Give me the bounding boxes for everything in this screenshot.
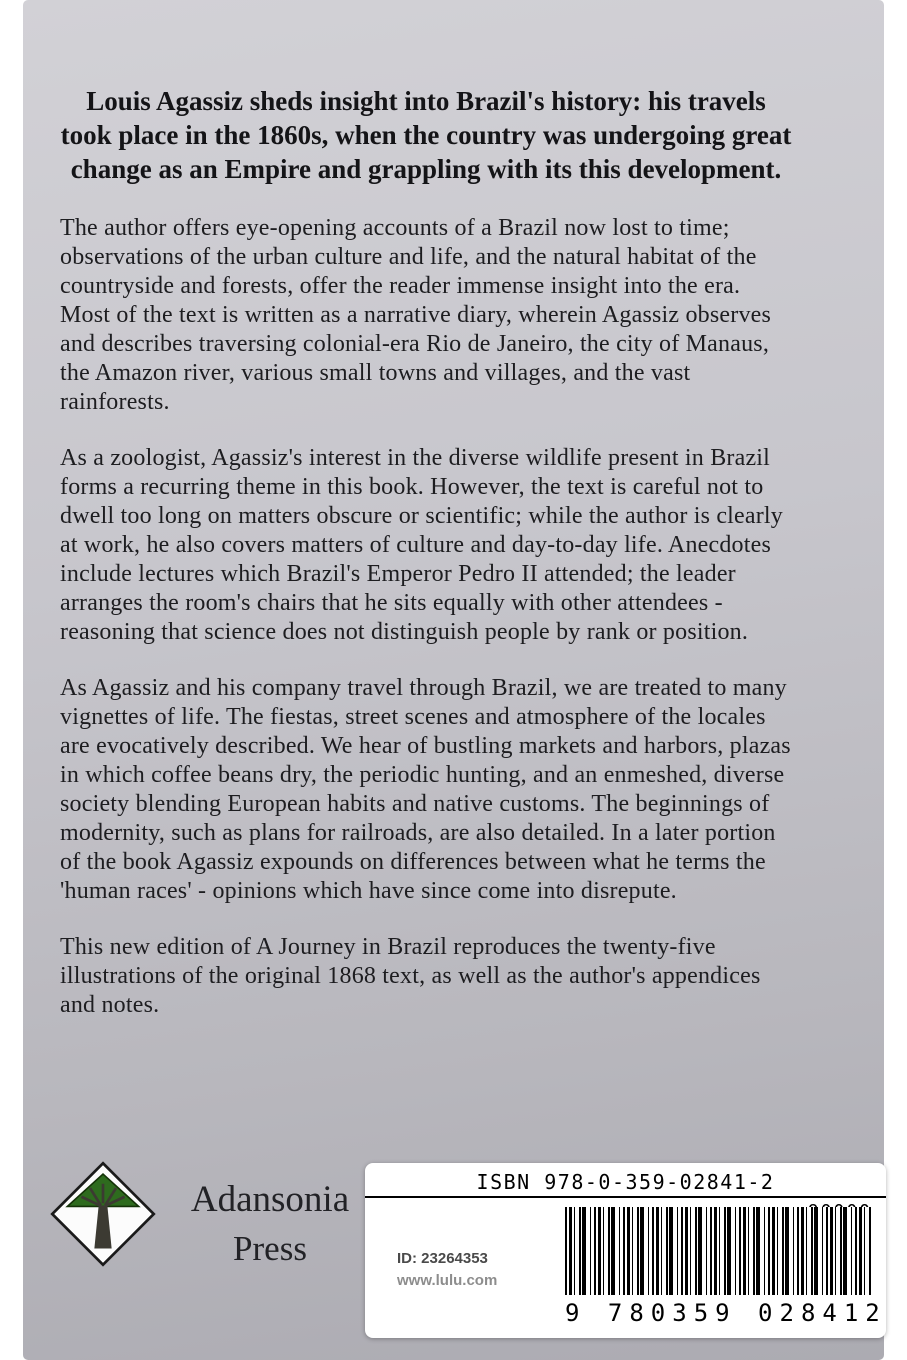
isbn-text: ISBN 978-0-359-02841-2 <box>476 1170 775 1194</box>
baobab-tree-diamond-logo-icon <box>49 1160 157 1268</box>
publisher-name <box>165 1178 375 1269</box>
isbn-divider-rule <box>365 1196 886 1198</box>
publisher-name-line2: Press <box>233 1229 307 1268</box>
publisher-name-line1: Adansonia <box>190 1179 350 1220</box>
print-id-text: ID: 23264353 <box>397 1250 488 1267</box>
barcode-box <box>365 1163 886 1338</box>
headline: Louis Agassiz sheds insight into Brazil's history: his travels took place in the 1860s, when the country was undergoing great change as an Empire and grappling with its this development. <box>60 86 792 185</box>
body-paragraph-4: This new edition of A Journey in Brazil reproduces the twenty-five illustrations of the original 1868 text, as well as the author's appendices and notes. <box>60 934 761 1019</box>
lulu-site-text: www.lulu.com <box>397 1272 498 1289</box>
barcode-bars-icon <box>565 1207 872 1295</box>
ean-number-text: 9 780359 028412 <box>565 1299 887 1327</box>
body-paragraph-3: As Agassiz and his company travel through Brazil, we are treated to many vignettes of life. The fiestas, street scenes and atmosphere of the locales are evocatively described. We hear of bustling markets and harbors, plazas in which coffee beans dry, the periodic hunting, and an enmeshed, diverse society blending European habits and native customs. The beginnings of modernity, such as plans for railroads, are also detailed. In a later portion of the book Agassiz expounds on differences between what he terms the 'human races' - opinions which have since come into disrepute. <box>60 675 791 905</box>
print-id-block <box>397 1248 497 1292</box>
body-paragraph-1: The author offers eye-opening accounts of a Brazil now lost to time; observations of the urban culture and life, and the natural habitat of the countryside and forests, offer the reader immense insight into the era. Most of the text is written as a narrative diary, wherein Agassiz observes and describes traversing colonial-era Rio de Janeiro, the city of Manaus, the Amazon river, various small towns and villages, and the vast rainforests. <box>60 215 772 416</box>
book-back-cover <box>23 0 887 1360</box>
body-paragraph-2: As a zoologist, Agassiz's interest in the diverse wildlife present in Brazil forms a recurring theme in this book. However, the text is careful not to dwell too long on matters obscure or scientific; while the author is clearly at work, he also covers matters of culture and day-to-day life. Anecdotes include lectures which Brazil's Emperor Pedro II attended; the leader arranges the room's chairs that he sits equally with other attendees - reasoning that science does not distinguish people by rank or position. <box>60 445 784 646</box>
